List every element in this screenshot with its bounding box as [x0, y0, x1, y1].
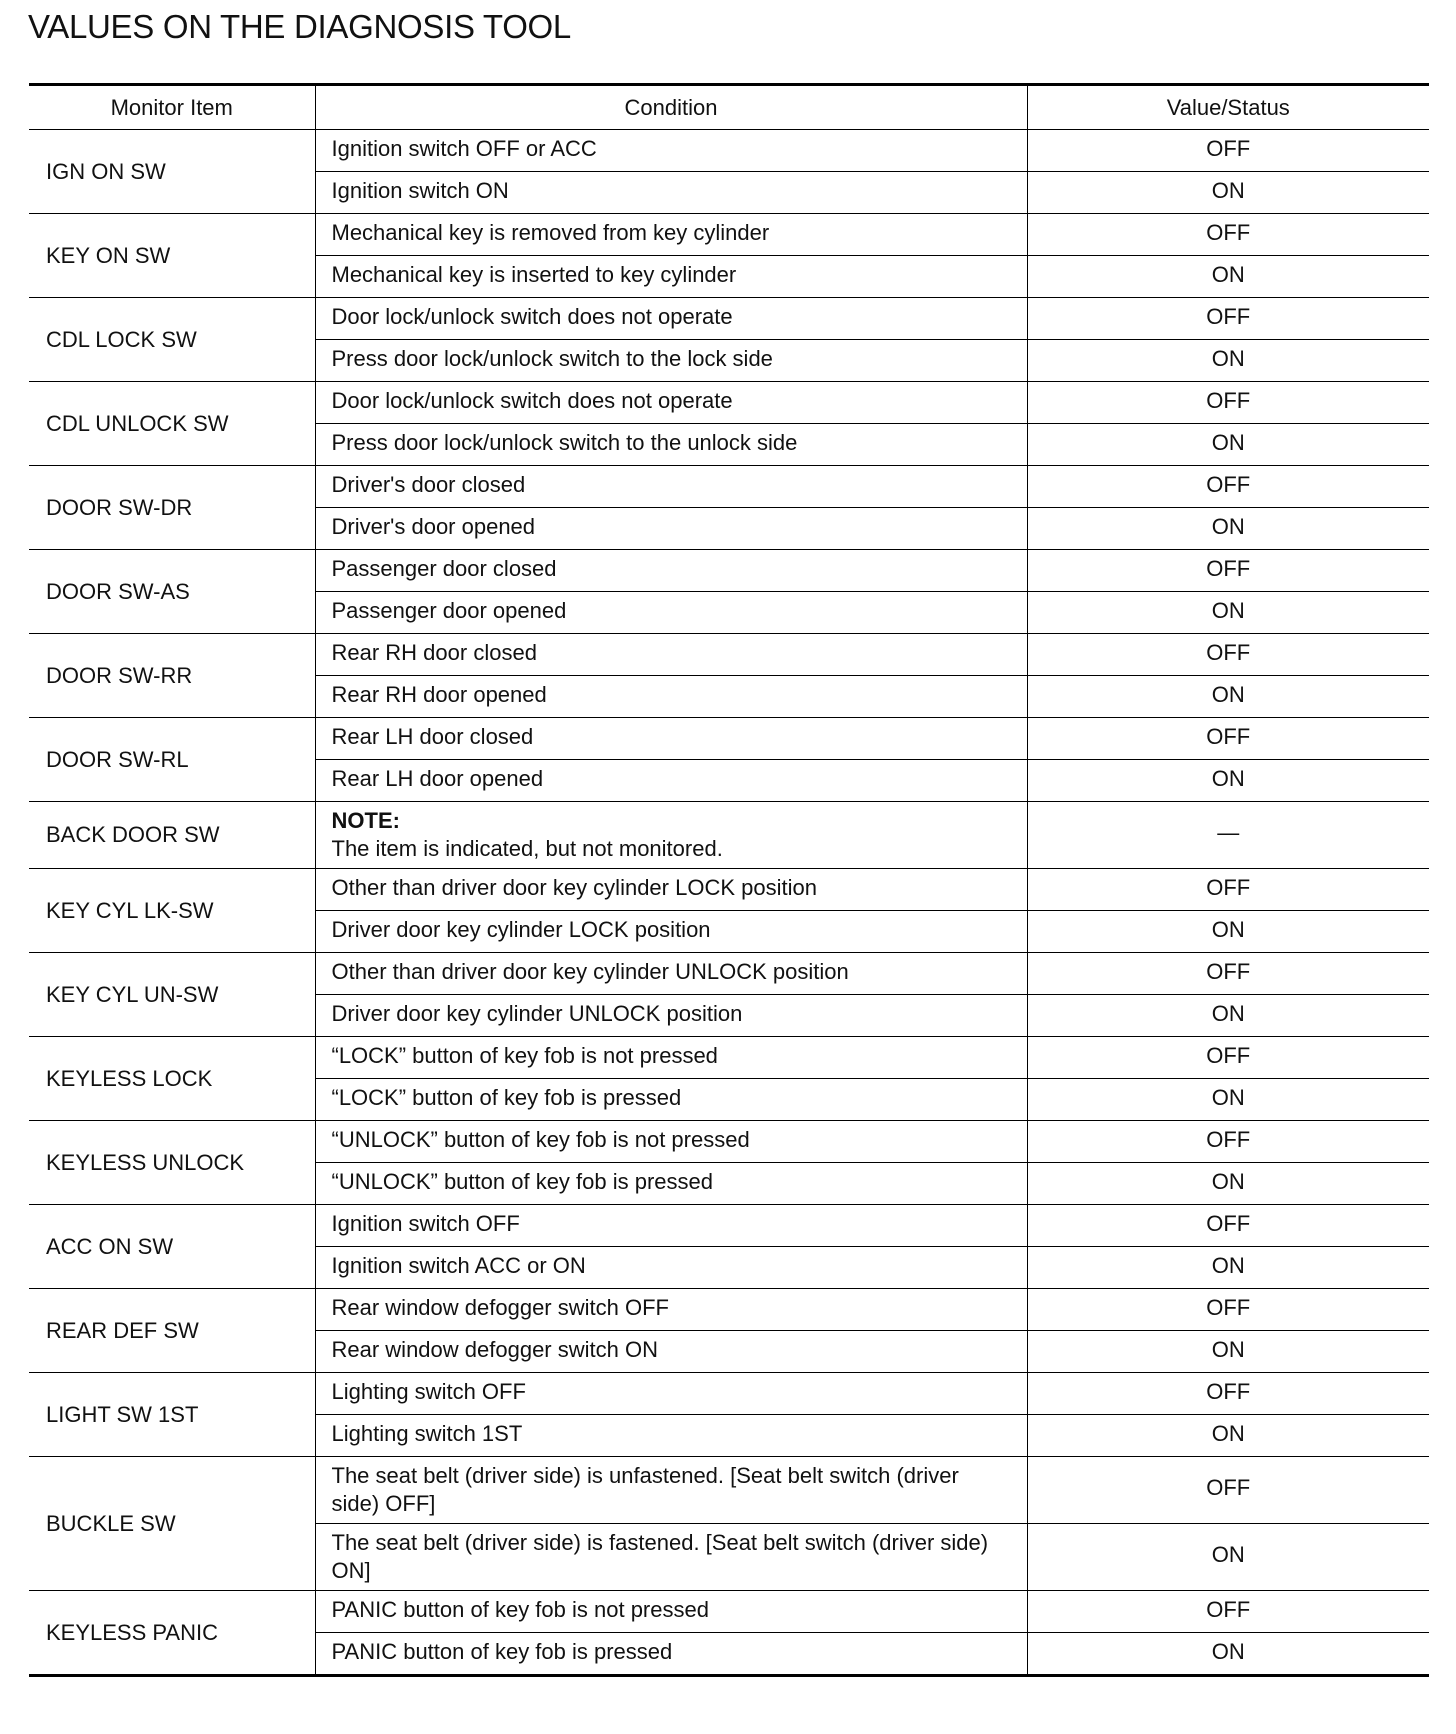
condition-cell — [315, 869, 1027, 911]
diagnosis-values-table — [29, 83, 1429, 1677]
condition-cell — [315, 1037, 1027, 1079]
condition-cell — [315, 1457, 1027, 1524]
value-status-cell: OFF — [1027, 1289, 1429, 1331]
monitor-item-cell: KEY CYL UN-SW — [29, 953, 315, 1037]
monitor-item-cell: IGN ON SW — [29, 130, 315, 214]
value-status-cell: OFF — [1027, 214, 1429, 256]
condition-text: Other than driver door key cylinder LOCK position — [331, 875, 817, 900]
monitor-item-cell: LIGHT SW 1ST — [29, 1373, 315, 1457]
condition-text: Driver's door opened — [331, 514, 536, 539]
value-status-cell: ON — [1027, 1633, 1429, 1676]
condition-cell — [315, 1415, 1027, 1457]
value-status-cell: ON — [1027, 1163, 1429, 1205]
condition-text: Ignition switch ON — [331, 178, 509, 203]
monitor-item-cell: KEY ON SW — [29, 214, 315, 298]
header-monitor-item: Monitor Item — [29, 85, 315, 130]
condition-text: “UNLOCK” button of key fob is pressed — [331, 1169, 713, 1194]
value-status-cell: ON — [1027, 256, 1429, 298]
monitor-item-cell: DOOR SW-AS — [29, 550, 315, 634]
header-value-status: Value/Status — [1027, 85, 1429, 130]
value-status-cell: ON — [1027, 1415, 1429, 1457]
value-status-cell: ON — [1027, 760, 1429, 802]
condition-cell — [315, 508, 1027, 550]
table-row — [29, 1591, 1429, 1633]
value-status-cell: OFF — [1027, 718, 1429, 760]
condition-cell — [315, 1079, 1027, 1121]
table-header-row — [29, 85, 1429, 130]
value-status-cell: OFF — [1027, 382, 1429, 424]
condition-text: The seat belt (driver side) is fastened. [Seat belt switch (driver side) ON] — [331, 1530, 989, 1583]
header-condition: Condition — [315, 85, 1027, 130]
table-row — [29, 1289, 1429, 1331]
condition-text: The seat belt (driver side) is unfastened. [Seat belt switch (driver side) OFF] — [331, 1463, 959, 1516]
condition-text: Passenger door opened — [331, 598, 567, 623]
condition-text: PANIC button of key fob is not pressed — [331, 1597, 709, 1622]
monitor-item-cell: BUCKLE SW — [29, 1457, 315, 1591]
table-row — [29, 382, 1429, 424]
monitor-item-cell: CDL LOCK SW — [29, 298, 315, 382]
note-label: NOTE: — [331, 808, 400, 833]
monitor-item-cell: REAR DEF SW — [29, 1289, 315, 1373]
value-status-cell: OFF — [1027, 1373, 1429, 1415]
condition-text: Ignition switch OFF — [331, 1211, 520, 1236]
value-status-cell: ON — [1027, 911, 1429, 953]
value-status-cell: OFF — [1027, 298, 1429, 340]
value-status-cell: ON — [1027, 1079, 1429, 1121]
value-status-cell: ON — [1027, 1331, 1429, 1373]
table-row — [29, 953, 1429, 995]
value-status-cell: OFF — [1027, 953, 1429, 995]
value-status-cell: OFF — [1027, 1121, 1429, 1163]
condition-cell — [315, 1331, 1027, 1373]
table-row — [29, 130, 1429, 172]
table-body — [29, 130, 1429, 1676]
table-row — [29, 1121, 1429, 1163]
value-status-cell: ON — [1027, 172, 1429, 214]
table-row — [29, 550, 1429, 592]
condition-text: Rear LH door closed — [331, 724, 534, 749]
condition-cell — [315, 995, 1027, 1037]
condition-text: PANIC button of key fob is pressed — [331, 1639, 673, 1664]
condition-text: Passenger door closed — [331, 556, 557, 581]
condition-cell — [315, 953, 1027, 995]
monitor-item-cell: KEYLESS PANIC — [29, 1591, 315, 1676]
condition-cell — [315, 1289, 1027, 1331]
condition-text: Rear window defogger switch ON — [331, 1337, 658, 1362]
value-status-cell: OFF — [1027, 1205, 1429, 1247]
value-status-cell: ON — [1027, 508, 1429, 550]
condition-cell — [315, 592, 1027, 634]
value-status-cell: OFF — [1027, 1037, 1429, 1079]
condition-cell — [315, 634, 1027, 676]
monitor-item-cell: KEY CYL LK-SW — [29, 869, 315, 953]
condition-cell — [315, 382, 1027, 424]
condition-text: Ignition switch OFF or ACC — [331, 136, 597, 161]
value-status-cell: OFF — [1027, 634, 1429, 676]
value-status-cell: OFF — [1027, 466, 1429, 508]
condition-cell — [315, 1633, 1027, 1676]
condition-text: “UNLOCK” button of key fob is not pressed — [331, 1127, 750, 1152]
condition-cell — [315, 550, 1027, 592]
condition-cell — [315, 340, 1027, 382]
condition-cell — [315, 172, 1027, 214]
table-row — [29, 718, 1429, 760]
condition-cell — [315, 911, 1027, 953]
condition-text: Mechanical key is removed from key cylinder — [331, 220, 770, 245]
condition-cell — [315, 1247, 1027, 1289]
condition-text: Driver door key cylinder UNLOCK position — [331, 1001, 743, 1026]
monitor-item-cell: CDL UNLOCK SW — [29, 382, 315, 466]
table-row — [29, 466, 1429, 508]
value-status-cell: ON — [1027, 995, 1429, 1037]
condition-text: Rear LH door opened — [331, 766, 544, 791]
value-status-cell: OFF — [1027, 1457, 1429, 1524]
condition-cell — [315, 1524, 1027, 1591]
condition-cell — [315, 130, 1027, 172]
condition-text: Press door lock/unlock switch to the lock side — [331, 346, 773, 371]
table-row — [29, 1037, 1429, 1079]
monitor-item-cell: ACC ON SW — [29, 1205, 315, 1289]
value-status-cell: ON — [1027, 1524, 1429, 1591]
condition-text: Lighting switch OFF — [331, 1379, 526, 1404]
condition-text: Rear window defogger switch OFF — [331, 1295, 669, 1320]
condition-cell — [315, 718, 1027, 760]
value-status-cell: ON — [1027, 340, 1429, 382]
condition-cell — [315, 1591, 1027, 1633]
value-status-cell: OFF — [1027, 550, 1429, 592]
condition-cell — [315, 1373, 1027, 1415]
condition-cell — [315, 802, 1027, 869]
condition-cell — [315, 256, 1027, 298]
table-row — [29, 1373, 1429, 1415]
value-status-cell: OFF — [1027, 869, 1429, 911]
monitor-item-cell: KEYLESS UNLOCK — [29, 1121, 315, 1205]
table-row — [29, 634, 1429, 676]
condition-text: Door lock/unlock switch does not operate — [331, 304, 733, 329]
condition-text: “LOCK” button of key fob is not pressed — [331, 1043, 718, 1068]
value-status-cell: OFF — [1027, 1591, 1429, 1633]
condition-text: Rear RH door opened — [331, 682, 547, 707]
condition-cell — [315, 298, 1027, 340]
table-row — [29, 802, 1429, 869]
condition-text: Press door lock/unlock switch to the unlock side — [331, 430, 798, 455]
monitor-item-cell: KEYLESS LOCK — [29, 1037, 315, 1121]
table-row — [29, 1205, 1429, 1247]
condition-text: Mechanical key is inserted to key cylinder — [331, 262, 737, 287]
value-status-cell: OFF — [1027, 130, 1429, 172]
monitor-item-cell: DOOR SW-DR — [29, 466, 315, 550]
condition-cell — [315, 1163, 1027, 1205]
condition-text: Driver's door closed — [331, 472, 526, 497]
condition-cell — [315, 1121, 1027, 1163]
table-row — [29, 214, 1429, 256]
monitor-item-cell: BACK DOOR SW — [29, 802, 315, 869]
page-title: VALUES ON THE DIAGNOSIS TOOL — [28, 8, 571, 45]
condition-cell — [315, 466, 1027, 508]
table-row — [29, 1457, 1429, 1524]
condition-cell — [315, 1205, 1027, 1247]
table-row — [29, 869, 1429, 911]
condition-text: Ignition switch ACC or ON — [331, 1253, 586, 1278]
monitor-item-cell: DOOR SW-RR — [29, 634, 315, 718]
value-status-cell: — — [1027, 802, 1429, 869]
monitor-item-cell: DOOR SW-RL — [29, 718, 315, 802]
condition-text: The item is indicated, but not monitored. — [331, 836, 723, 861]
condition-text: Lighting switch 1ST — [331, 1421, 523, 1446]
condition-text: Rear RH door closed — [331, 640, 537, 665]
value-status-cell: ON — [1027, 1247, 1429, 1289]
condition-cell — [315, 676, 1027, 718]
condition-text: “LOCK” button of key fob is pressed — [331, 1085, 682, 1110]
value-status-cell: ON — [1027, 592, 1429, 634]
condition-text: Door lock/unlock switch does not operate — [331, 388, 733, 413]
condition-cell — [315, 424, 1027, 466]
condition-text: Driver door key cylinder LOCK position — [331, 917, 711, 942]
value-status-cell: ON — [1027, 424, 1429, 466]
condition-cell — [315, 214, 1027, 256]
condition-text: Other than driver door key cylinder UNLOCK position — [331, 959, 849, 984]
condition-cell — [315, 760, 1027, 802]
table-row — [29, 298, 1429, 340]
value-status-cell: ON — [1027, 676, 1429, 718]
